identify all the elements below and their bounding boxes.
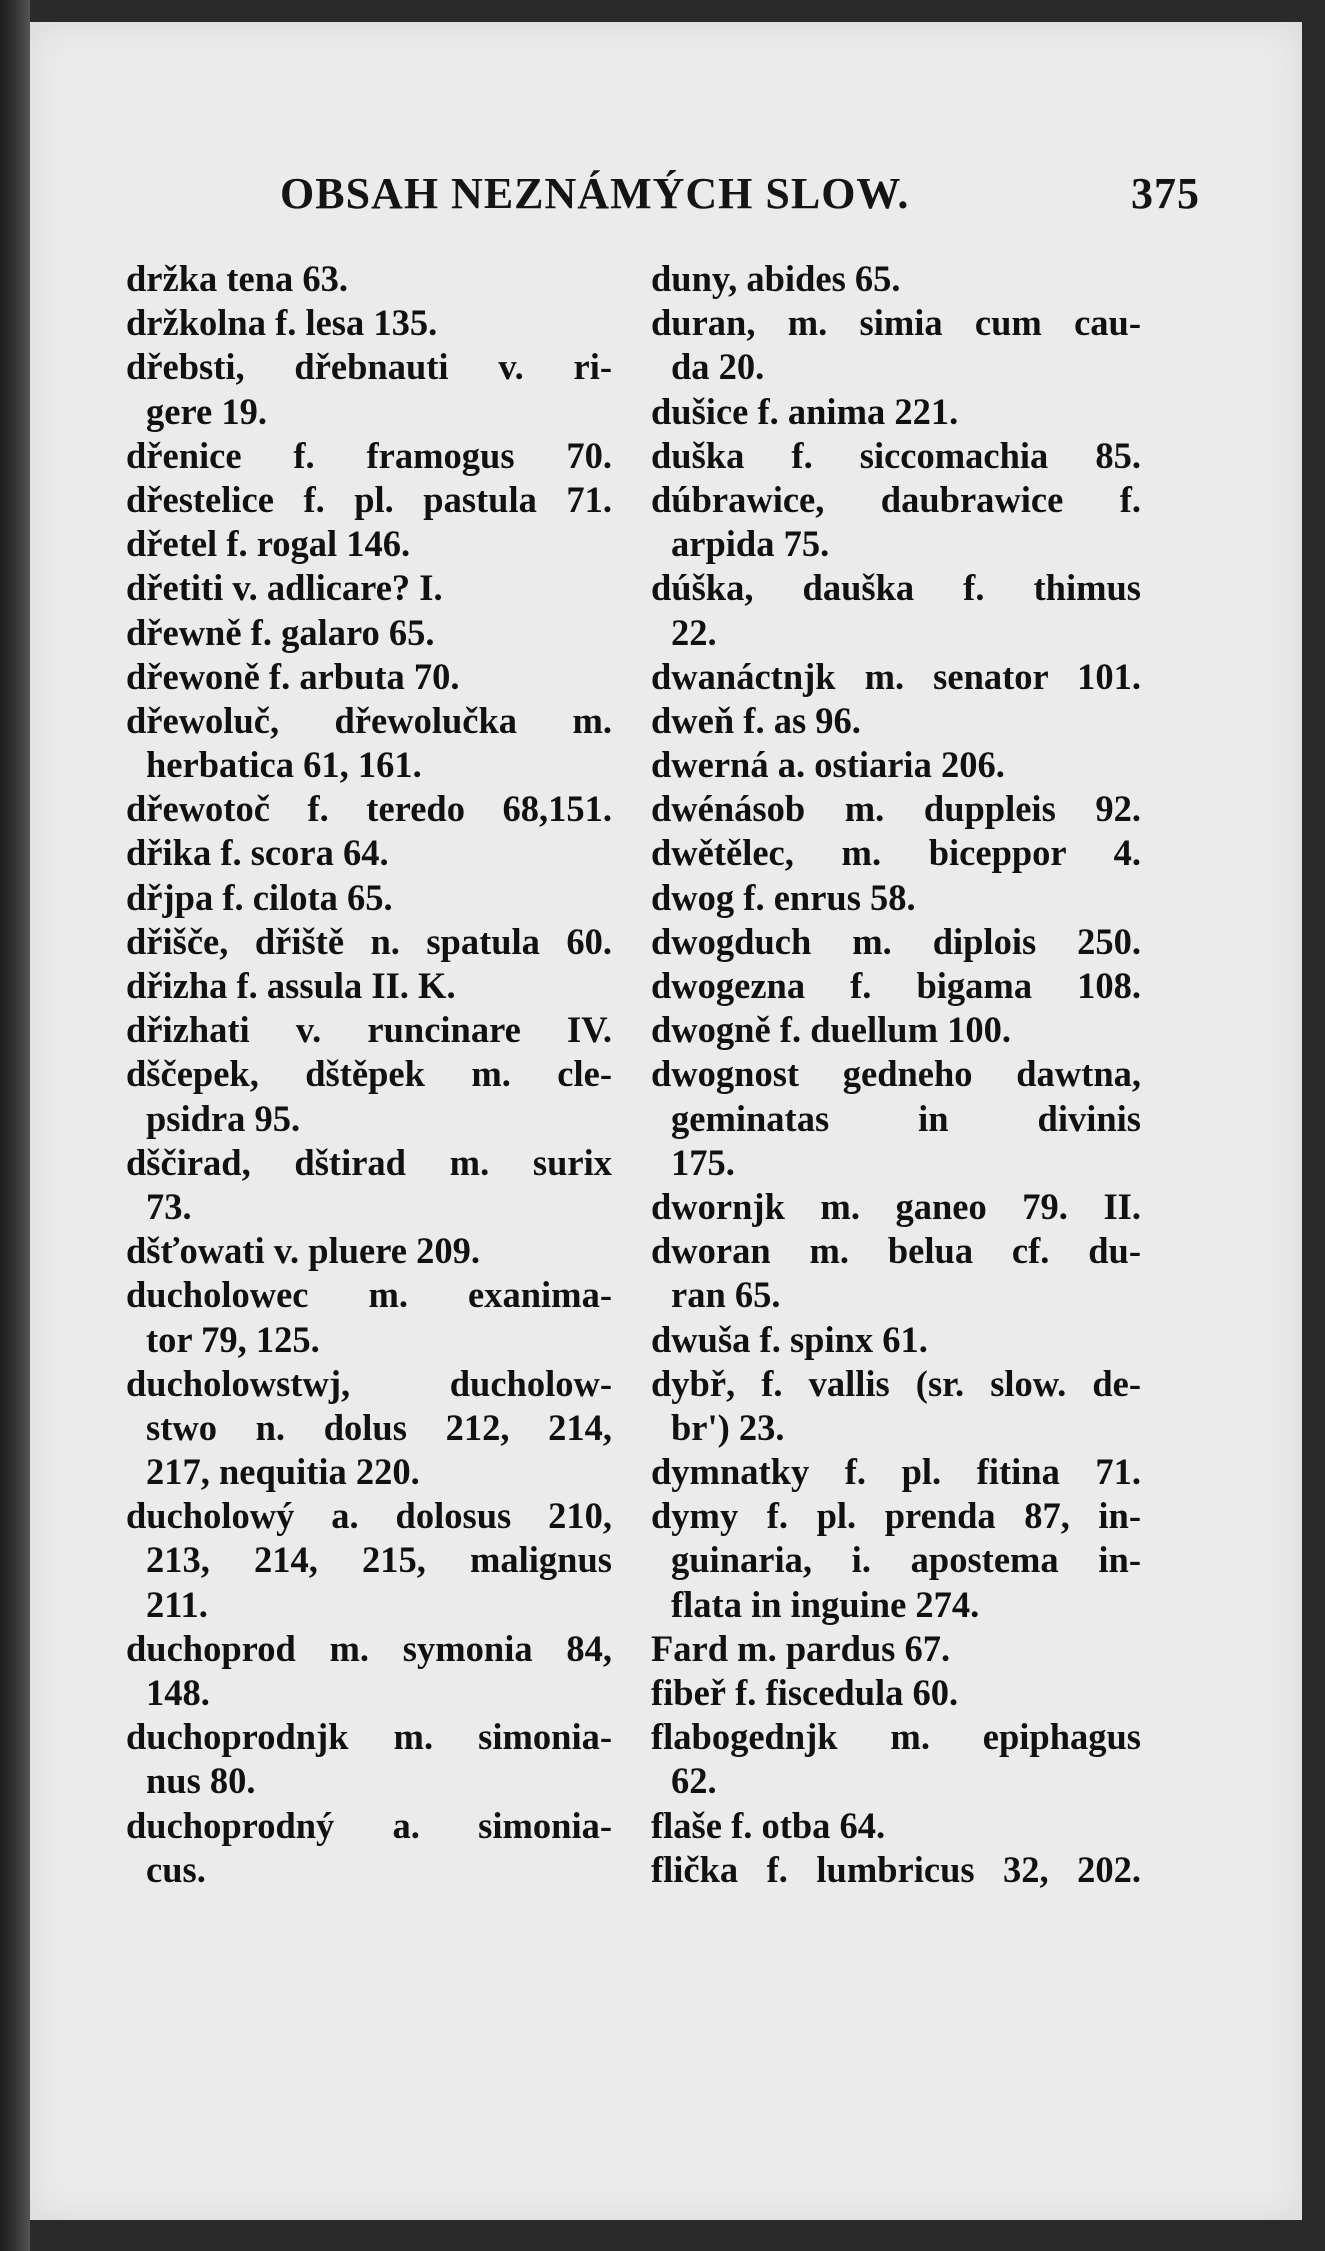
entry-line: dřenice f. framogus 70.	[126, 434, 612, 476]
entry-continuation-line: flata in inguine 274.	[671, 1583, 980, 1625]
entry-line: dwogně f. duellum 100.	[651, 1009, 1011, 1051]
entry-line: dřetel f. rogal 146.	[126, 523, 411, 565]
entry-line: dymnatky f. pl. fitina 71.	[651, 1451, 1141, 1493]
entry-line: dřjpa f. cilota 65.	[126, 876, 393, 918]
entry-line: ducholowstwj, ducholow-	[126, 1362, 612, 1404]
entry-line: dřewoluč, dřewolučka m.	[126, 699, 612, 741]
entry-continuation-line: gere 19.	[146, 390, 267, 432]
entry-line: ducholowý a. dolosus 210,	[126, 1495, 612, 1537]
entry-continuation-line: 211.	[146, 1583, 208, 1625]
entry-continuation-line: da 20.	[671, 346, 765, 388]
entry-line: dwuša f. spinx 61.	[651, 1318, 928, 1360]
entry-line: dwog f. enrus 58.	[651, 876, 916, 918]
page-header	[280, 168, 1200, 228]
entry-line: držkolna f. lesa 135.	[126, 302, 438, 344]
entry-continuation-line: 22.	[671, 611, 717, 653]
entry-continuation-line: tor 79, 125.	[146, 1318, 320, 1360]
entry-continuation-line: br') 23.	[671, 1406, 785, 1448]
entry-continuation-line: geminatas in divinis	[671, 1097, 1141, 1139]
right-column	[651, 257, 1141, 1892]
entry-line: dwornjk m. ganeo 79. II.	[651, 1185, 1141, 1227]
entry-line: dybř, f. vallis (sr. slow. de-	[651, 1362, 1141, 1404]
entry-continuation-line: 175.	[671, 1141, 735, 1183]
entry-continuation-line: arpida 75.	[671, 523, 830, 565]
entry-line: flabogednjk m. epiphagus	[651, 1716, 1141, 1758]
entry-line: duška f. siccomachia 85.	[651, 434, 1141, 476]
entry-line: dweň f. as 96.	[651, 699, 861, 741]
page-number: 375	[1131, 169, 1200, 218]
entry-line: duchoprod m. symonia 84,	[126, 1627, 612, 1669]
entry-continuation-line: stwo n. dolus 212, 214,	[146, 1406, 612, 1448]
entry-continuation-line: 213, 214, 215, malignus	[146, 1539, 612, 1581]
entry-line: dřizhati v. runcinare IV.	[126, 1009, 612, 1051]
book-binding-edge	[0, 0, 30, 2251]
entry-line: dřizha f. assula II. K.	[126, 965, 456, 1006]
entry-continuation-line: herbatica 61, 161.	[146, 744, 422, 786]
entry-line: dřišče, dřiště n. spatula 60.	[126, 920, 612, 962]
left-column	[126, 257, 612, 1892]
entry-line: flaše f. otba 64.	[651, 1804, 886, 1846]
entry-line: dšťowati v. pluere 209.	[126, 1230, 480, 1272]
entry-line: dúška, dauška f. thimus	[651, 567, 1141, 609]
entry-line: duran, m. simia cum cau-	[651, 302, 1141, 344]
entry-line: dščepek, dštěpek m. cle-	[126, 1053, 612, 1095]
entry-line: dúbrawice, daubrawice f.	[651, 478, 1141, 520]
entry-line: dwognost gedneho dawtna,	[651, 1053, 1141, 1095]
entry-continuation-line: nus 80.	[146, 1760, 256, 1802]
entry-continuation-line: psidra 95.	[146, 1097, 301, 1139]
entry-line: dřewoně f. arbuta 70.	[126, 655, 460, 697]
entry-line: flička f. lumbricus 32, 202.	[651, 1848, 1141, 1890]
entry-line: duchoprodnjk m. simonia-	[126, 1716, 612, 1758]
entry-line: dřika f. scora 64.	[126, 832, 389, 874]
entry-line: fibeř f. fiscedula 60.	[651, 1672, 959, 1713]
entry-line: duny, abides 65.	[651, 258, 901, 299]
entry-line: dwénásob m. duppleis 92.	[651, 788, 1141, 830]
entry-continuation-line: 148.	[146, 1672, 210, 1713]
running-title: OBSAH NEZNÁMÝCH SLOW.	[280, 169, 910, 218]
entry-line: dřestelice f. pl. pastula 71.	[126, 478, 612, 520]
entry-line: dščirad, dštirad m. surix	[126, 1141, 612, 1183]
entry-line: Fard m. pardus 67.	[651, 1627, 951, 1669]
entry-continuation-line: 62.	[671, 1760, 717, 1802]
entry-line: dřetiti v. adlicare? I.	[126, 567, 443, 609]
entry-continuation-line: cus.	[146, 1848, 206, 1890]
entry-line: duchoprodný a. simonia-	[126, 1804, 612, 1846]
entry-line: dwogezna f. bigama 108.	[651, 965, 1141, 1006]
entry-continuation-line: 217, nequitia 220.	[146, 1451, 420, 1493]
entry-continuation-line: ran 65.	[671, 1274, 781, 1316]
entry-line: dwětělec, m. biceppor 4.	[651, 832, 1141, 874]
entry-line: ducholowec m. exanima-	[126, 1274, 612, 1316]
entry-continuation-line: guinaria, i. apostema in-	[671, 1539, 1141, 1581]
entry-line: dworan m. belua cf. du-	[651, 1230, 1141, 1272]
entry-line: dřewotoč f. teredo 68,151.	[126, 788, 612, 830]
entry-line: dymy f. pl. prenda 87, in-	[651, 1495, 1141, 1537]
entry-line: dwogduch m. diplois 250.	[651, 920, 1141, 962]
entry-line: dřewně f. galaro 65.	[126, 611, 435, 653]
entry-line: dřebsti, dřebnauti v. ri-	[126, 346, 612, 388]
entry-line: dwerná a. ostiaria 206.	[651, 744, 1005, 786]
entry-line: dwanáctnjk m. senator 101.	[651, 655, 1141, 697]
entry-line: dušice f. anima 221.	[651, 390, 959, 432]
entry-line: držka tena 63.	[126, 258, 349, 299]
entry-continuation-line: 73.	[146, 1185, 192, 1227]
